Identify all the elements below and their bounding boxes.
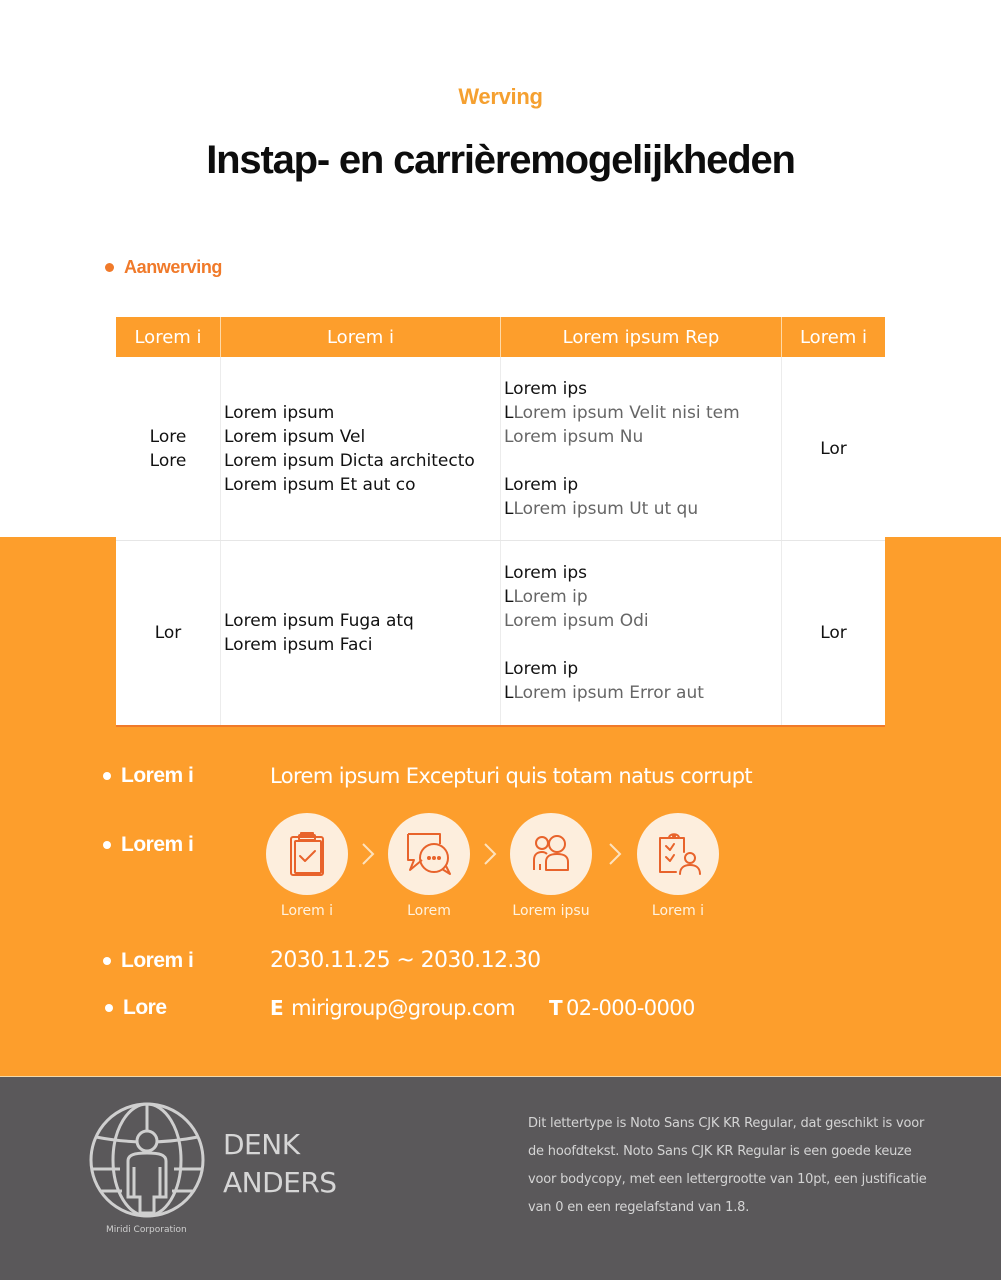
phone-number: 02-000-0000 bbox=[565, 996, 695, 1020]
info-row-contact bbox=[103, 996, 695, 1020]
table-cell bbox=[501, 541, 782, 725]
bullet-icon bbox=[103, 957, 111, 965]
bullet-icon bbox=[103, 841, 111, 849]
table-row bbox=[116, 357, 885, 541]
process-step bbox=[637, 813, 719, 919]
footer-description: Dit lettertype is Noto Sans CJK KR Regular, dat geschikt is voor de hoofdtekst. Noto Sans CJK KR Regular is een goede keuze voor bodycopy, met een lettergrootte van 10pt, een justificatie van 0 en een regelafstand van 1.8. bbox=[528, 1116, 927, 1215]
info-label: Lore bbox=[103, 996, 270, 1020]
process-step bbox=[510, 813, 592, 919]
info-label: Lorem i bbox=[103, 833, 270, 857]
brand-name: DENK ANDERS bbox=[223, 1128, 337, 1199]
phone-prefix: T bbox=[548, 996, 562, 1020]
cell-text: Lorem ips bbox=[504, 563, 587, 583]
cell-text: Lorem ipsum Et aut co bbox=[224, 474, 416, 495]
cell-text: Lorem ips bbox=[504, 378, 587, 399]
process-step bbox=[266, 813, 348, 919]
period-text: 2030.11.25 ~ 2030.12.30 bbox=[270, 948, 541, 973]
chat-bubbles-icon bbox=[388, 813, 470, 895]
contact-info bbox=[270, 996, 695, 1020]
column-header: Lorem i bbox=[221, 317, 501, 357]
page-title: Instap- en carrièremogelijkheden bbox=[206, 138, 795, 182]
table-cell bbox=[221, 357, 501, 540]
cell-text: Lorem ipsum Odi bbox=[504, 611, 649, 631]
section-heading bbox=[105, 257, 222, 278]
cell-text: Lor bbox=[154, 623, 182, 643]
email-prefix: E bbox=[270, 996, 284, 1020]
process-steps bbox=[266, 813, 719, 919]
info-label: Lorem i bbox=[103, 949, 270, 973]
table-cell bbox=[782, 357, 885, 540]
info-row-period bbox=[103, 948, 541, 973]
checklist-person-icon bbox=[637, 813, 719, 895]
cell-text: LLorem ipsum Error aut bbox=[504, 683, 704, 703]
table-header bbox=[116, 317, 885, 357]
email-link[interactable]: mirigroup@group.com bbox=[291, 996, 515, 1020]
eyebrow-heading: Werving bbox=[458, 84, 543, 109]
step-label: Lorem i bbox=[280, 903, 334, 919]
chevron-right-icon bbox=[470, 813, 510, 895]
cell-text: Lorem ipsum Nu bbox=[504, 426, 644, 447]
cell-text: LLorem ipsum Ut ut qu bbox=[504, 498, 699, 519]
bullet-icon bbox=[103, 772, 111, 780]
info-label: Lorem i bbox=[103, 764, 270, 788]
step-label: Lorem bbox=[407, 903, 451, 919]
cell-text: Lor bbox=[820, 438, 847, 459]
info-row-process bbox=[103, 833, 270, 857]
bullet-icon bbox=[105, 1004, 113, 1012]
cell-text: Lorem ipsum Fuga atq bbox=[224, 611, 414, 631]
cell-text: Lorem ip bbox=[504, 659, 579, 679]
cell-text: LLorem ipsum Velit nisi tem bbox=[504, 402, 740, 423]
column-header: Lorem i bbox=[799, 326, 868, 348]
cell-text: Lore bbox=[149, 450, 187, 471]
process-step bbox=[388, 813, 470, 919]
step-label: Lorem i bbox=[651, 903, 705, 919]
table-cell bbox=[501, 357, 782, 540]
table-cell bbox=[221, 541, 501, 725]
cell-text: Lorem ipsum Vel bbox=[224, 426, 366, 447]
table-row bbox=[116, 541, 885, 725]
cell-text: LLorem ip bbox=[504, 587, 588, 607]
cell-text: Lorem ipsum Faci bbox=[224, 635, 373, 655]
chevron-right-icon bbox=[348, 813, 388, 895]
column-header: Lorem i bbox=[116, 317, 221, 357]
people-icon bbox=[510, 813, 592, 895]
section-label: Aanwerving bbox=[124, 257, 223, 277]
table-cell bbox=[116, 357, 221, 540]
table-cell bbox=[116, 541, 221, 725]
description-text: Lorem ipsum Excepturi quis totam natus corrupt bbox=[270, 764, 753, 788]
clipboard-check-icon bbox=[266, 813, 348, 895]
company-name: Miridi Corporation bbox=[106, 1225, 187, 1235]
cell-text: Lorem ipsum Dicta architecto bbox=[224, 450, 475, 471]
cell-text: Lorem ipsum bbox=[224, 402, 335, 423]
bullet-icon bbox=[105, 263, 114, 272]
cell-text: Lore bbox=[149, 426, 187, 447]
cell-text: Lor bbox=[820, 623, 847, 643]
globe-person-logo-icon bbox=[88, 1101, 206, 1223]
cell-text: Lorem ip bbox=[504, 474, 579, 495]
column-header: Lorem ipsum Rep bbox=[501, 317, 782, 357]
table-cell bbox=[782, 541, 885, 725]
info-row-description bbox=[103, 764, 752, 788]
recruitment-table bbox=[116, 317, 885, 725]
chevron-right-icon bbox=[592, 813, 637, 895]
step-label: Lorem ipsu bbox=[512, 903, 590, 919]
